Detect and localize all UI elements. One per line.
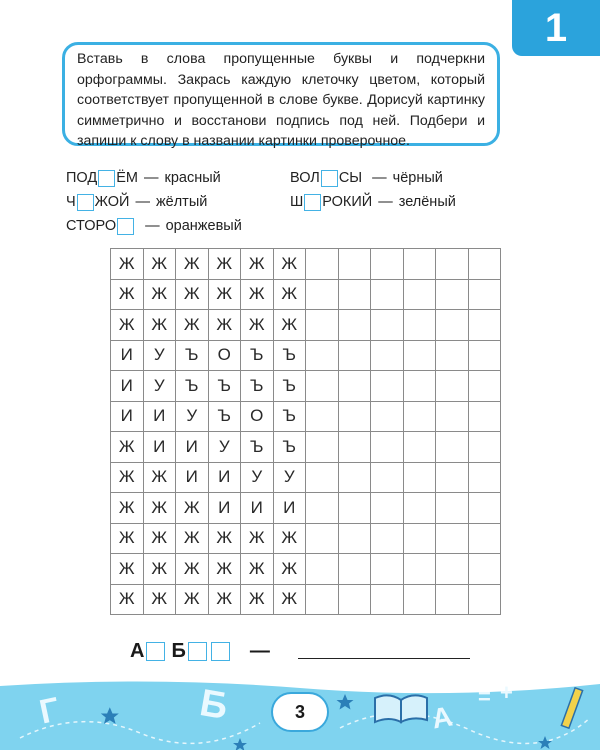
word-prefix: ВОЛ <box>290 170 320 186</box>
grid-cell-empty[interactable] <box>371 340 404 371</box>
grid-cell[interactable]: У <box>241 462 274 493</box>
grid-cell-empty[interactable] <box>306 310 339 341</box>
grid-cell[interactable]: Ж <box>176 523 209 554</box>
grid-cell-empty[interactable] <box>436 310 469 341</box>
grid-cell[interactable]: И <box>111 401 144 432</box>
grid-cell-empty[interactable] <box>403 432 436 463</box>
grid-cell[interactable]: Ж <box>176 310 209 341</box>
word-prefix: Ш <box>290 194 304 210</box>
word-prefix: СТОРО <box>66 218 117 234</box>
grid-cell[interactable]: Ъ <box>176 371 209 402</box>
letter-box[interactable] <box>98 170 115 187</box>
grid-cell[interactable]: Ъ <box>273 340 306 371</box>
dash: — <box>135 194 150 210</box>
grid-cell-empty[interactable] <box>371 371 404 402</box>
grid-cell[interactable]: Ж <box>208 554 241 585</box>
answer-box[interactable] <box>188 642 207 661</box>
grid-cell[interactable]: О <box>241 401 274 432</box>
grid-cell-empty[interactable] <box>371 279 404 310</box>
grid-cell[interactable]: И <box>241 493 274 524</box>
grid-row <box>111 584 501 615</box>
answer-write-line[interactable] <box>298 658 470 659</box>
grid-cell-empty[interactable] <box>468 523 501 554</box>
answer-letter-a: А <box>130 639 145 662</box>
color-name: чёрный <box>392 170 443 186</box>
grid-cell-empty[interactable] <box>436 249 469 280</box>
grid-cell-empty[interactable] <box>436 462 469 493</box>
grid-cell[interactable]: Ж <box>111 523 144 554</box>
grid-cell[interactable]: Ж <box>143 249 176 280</box>
answer-row <box>130 638 270 664</box>
grid-cell[interactable]: У <box>176 401 209 432</box>
color-name: жёлтый <box>155 194 208 210</box>
grid-cell-empty[interactable] <box>403 340 436 371</box>
pencil-icon <box>561 688 582 728</box>
word-suffix: РОКИЙ <box>322 194 373 210</box>
letter-box[interactable] <box>321 170 338 187</box>
grid-cell[interactable]: Ъ <box>273 432 306 463</box>
grid-cell-empty[interactable] <box>403 554 436 585</box>
grid-cell[interactable]: Ж <box>176 249 209 280</box>
grid-cell[interactable]: Ж <box>241 249 274 280</box>
word-item <box>66 168 221 188</box>
grid-row <box>111 401 501 432</box>
dash: — <box>145 218 160 234</box>
grid-cell[interactable]: Ж <box>143 523 176 554</box>
footer-letter: = <box>478 684 491 709</box>
grid-cell[interactable]: О <box>208 340 241 371</box>
grid-cell[interactable]: Ж <box>273 310 306 341</box>
grid-cell-empty[interactable] <box>306 584 339 615</box>
grid-cell-empty[interactable] <box>371 249 404 280</box>
grid-cell[interactable]: Ж <box>143 462 176 493</box>
grid-cell-empty[interactable] <box>468 249 501 280</box>
footer-letter: + <box>500 680 513 705</box>
word-item <box>66 192 207 212</box>
grid-cell-empty[interactable] <box>436 493 469 524</box>
grid-row <box>111 371 501 402</box>
chapter-number-tab: 1 <box>512 0 600 56</box>
grid-cell[interactable]: Ж <box>208 584 241 615</box>
footer-letter: Б <box>196 681 231 729</box>
word-item <box>290 168 443 188</box>
book-icon <box>375 695 427 722</box>
grid-cell-empty[interactable] <box>371 523 404 554</box>
grid-cell[interactable]: И <box>111 371 144 402</box>
grid-cell[interactable]: И <box>143 401 176 432</box>
color-name: зелёный <box>398 194 456 210</box>
grid-cell-empty[interactable] <box>403 584 436 615</box>
grid-row <box>111 493 501 524</box>
grid-cell[interactable]: Ж <box>208 523 241 554</box>
grid-cell[interactable]: Ж <box>111 493 144 524</box>
color-name: красный <box>164 170 221 186</box>
word-prefix: Ч <box>66 194 76 210</box>
grid-cell-empty[interactable] <box>338 523 371 554</box>
grid-cell[interactable]: Ж <box>241 279 274 310</box>
grid-cell-empty[interactable] <box>436 401 469 432</box>
word-suffix: СЫ <box>338 170 363 186</box>
grid-cell-empty[interactable] <box>468 340 501 371</box>
grid-cell[interactable]: Ж <box>111 279 144 310</box>
grid-cell-empty[interactable] <box>436 584 469 615</box>
grid-cell[interactable]: Ж <box>273 523 306 554</box>
grid-cell[interactable]: И <box>111 340 144 371</box>
grid-cell[interactable]: Ж <box>273 554 306 585</box>
grid-cell[interactable]: Ж <box>143 279 176 310</box>
grid-row <box>111 310 501 341</box>
grid-cell-empty[interactable] <box>306 493 339 524</box>
grid-cell-empty[interactable] <box>338 340 371 371</box>
coloring-grid <box>110 248 501 615</box>
grid-cell[interactable]: Ж <box>273 584 306 615</box>
dash: — <box>378 194 393 210</box>
grid-cell[interactable]: Ж <box>273 279 306 310</box>
grid-cell-empty[interactable] <box>436 371 469 402</box>
grid-row <box>111 340 501 371</box>
grid-cell-empty[interactable] <box>403 310 436 341</box>
grid-cell[interactable]: Ж <box>111 432 144 463</box>
grid-cell[interactable]: Ж <box>111 554 144 585</box>
grid-cell[interactable]: У <box>273 462 306 493</box>
grid-cell[interactable]: У <box>143 340 176 371</box>
grid-cell-empty[interactable] <box>468 279 501 310</box>
grid-cell-empty[interactable] <box>436 340 469 371</box>
grid-cell-empty[interactable] <box>338 584 371 615</box>
grid-cell-empty[interactable] <box>436 432 469 463</box>
dash: — <box>143 170 159 186</box>
grid-cell-empty[interactable] <box>338 554 371 585</box>
grid-cell[interactable]: Ъ <box>208 401 241 432</box>
grid-cell[interactable]: Ъ <box>208 371 241 402</box>
grid-cell[interactable]: У <box>143 371 176 402</box>
grid-cell[interactable]: И <box>176 432 209 463</box>
grid-cell[interactable]: Ъ <box>241 340 274 371</box>
grid-cell[interactable]: Ъ <box>176 340 209 371</box>
grid-cell[interactable]: И <box>273 493 306 524</box>
footer-letter: Г <box>36 690 63 732</box>
grid-cell-empty[interactable] <box>403 249 436 280</box>
letter-box[interactable] <box>77 194 94 211</box>
grid-cell-empty[interactable] <box>436 554 469 585</box>
grid-cell[interactable]: Ъ <box>273 401 306 432</box>
grid-cell-empty[interactable] <box>338 249 371 280</box>
grid-cell[interactable]: Ж <box>208 310 241 341</box>
grid-cell-empty[interactable] <box>306 401 339 432</box>
grid-cell[interactable]: И <box>208 493 241 524</box>
grid-row <box>111 462 501 493</box>
grid-cell[interactable]: У <box>208 432 241 463</box>
grid-cell[interactable]: Ъ <box>241 432 274 463</box>
grid-cell[interactable]: Ж <box>176 279 209 310</box>
grid-cell-empty[interactable] <box>468 401 501 432</box>
grid-cell-empty[interactable] <box>306 371 339 402</box>
grid-cell-empty[interactable] <box>468 371 501 402</box>
grid-cell[interactable]: Ж <box>241 554 274 585</box>
grid-cell-empty[interactable] <box>306 432 339 463</box>
grid-cell[interactable]: Ж <box>111 249 144 280</box>
grid-cell[interactable]: Ж <box>241 310 274 341</box>
grid-cell-empty[interactable] <box>403 462 436 493</box>
grid-cell-empty[interactable] <box>371 462 404 493</box>
grid-cell-empty[interactable] <box>403 401 436 432</box>
grid-cell[interactable]: Ж <box>143 584 176 615</box>
grid-cell-empty[interactable] <box>371 432 404 463</box>
grid-cell-empty[interactable] <box>371 493 404 524</box>
grid-cell[interactable]: Ж <box>241 523 274 554</box>
grid-cell[interactable]: Ж <box>111 310 144 341</box>
grid-cell-empty[interactable] <box>338 462 371 493</box>
instruction-box: Вставь в слова пропущенные буквы и подчеркни орфограммы. Закрась каждую клеточку цветом, который соответствует пропущенной в слове букве. Дорисуй картинку симметрично и восстанови подпись под ней. Подбери и запиши к слову в названии картинки проверочное. <box>62 42 500 146</box>
grid-cell[interactable]: Ж <box>176 493 209 524</box>
grid-cell[interactable]: И <box>208 462 241 493</box>
grid-cell-empty[interactable] <box>371 554 404 585</box>
grid-cell-empty[interactable] <box>468 584 501 615</box>
word-item <box>66 216 242 236</box>
answer-box[interactable] <box>146 642 165 661</box>
grid-cell-empty[interactable] <box>338 432 371 463</box>
word-prefix: ПОД <box>66 170 98 186</box>
dash: — <box>372 170 387 186</box>
grid-cell-empty[interactable] <box>338 401 371 432</box>
grid-row <box>111 523 501 554</box>
grid-cell[interactable]: И <box>143 432 176 463</box>
grid-cell[interactable]: Ж <box>208 279 241 310</box>
grid-row <box>111 554 501 585</box>
grid-cell-empty[interactable] <box>403 493 436 524</box>
color-name: оранжевый <box>165 218 242 234</box>
grid-cell-empty[interactable] <box>338 371 371 402</box>
grid-cell-empty[interactable] <box>306 523 339 554</box>
grid-cell[interactable]: Ж <box>111 462 144 493</box>
grid-row <box>111 249 501 280</box>
grid-cell-empty[interactable] <box>403 371 436 402</box>
grid-cell-empty[interactable] <box>371 401 404 432</box>
letter-box[interactable] <box>304 194 321 211</box>
grid-cell-empty[interactable] <box>436 523 469 554</box>
grid-cell[interactable]: Ъ <box>273 371 306 402</box>
grid-cell-empty[interactable] <box>338 310 371 341</box>
answer-dash: — <box>249 639 270 662</box>
grid-cell-empty[interactable] <box>306 279 339 310</box>
grid-cell-empty[interactable] <box>306 249 339 280</box>
grid-cell[interactable]: Ж <box>143 310 176 341</box>
grid-cell[interactable]: Ж <box>176 584 209 615</box>
grid-cell[interactable]: Ж <box>273 249 306 280</box>
grid-cell-empty[interactable] <box>403 523 436 554</box>
grid-cell-empty[interactable] <box>436 279 469 310</box>
grid-cell[interactable]: Ж <box>143 493 176 524</box>
grid-row <box>111 279 501 310</box>
letter-box[interactable] <box>117 218 134 235</box>
grid-cell-empty[interactable] <box>468 554 501 585</box>
grid-row <box>111 432 501 463</box>
grid-cell-empty[interactable] <box>468 462 501 493</box>
grid-cell-empty[interactable] <box>468 493 501 524</box>
grid-cell-empty[interactable] <box>468 432 501 463</box>
grid-cell-empty[interactable] <box>306 462 339 493</box>
word-suffix: ЖОЙ <box>94 194 130 210</box>
grid-cell[interactable]: Ж <box>208 249 241 280</box>
grid-cell-empty[interactable] <box>306 554 339 585</box>
grid-cell[interactable]: Ж <box>241 584 274 615</box>
grid-cell-empty[interactable] <box>371 310 404 341</box>
grid-cell[interactable]: Ж <box>143 554 176 585</box>
grid-cell[interactable]: И <box>176 462 209 493</box>
grid-cell-empty[interactable] <box>338 279 371 310</box>
word-suffix: ЁМ <box>116 170 138 186</box>
grid-cell-empty[interactable] <box>403 279 436 310</box>
page-number: 3 <box>271 692 329 732</box>
grid-cell[interactable]: Ъ <box>241 371 274 402</box>
answer-box[interactable] <box>211 642 230 661</box>
grid-cell-empty[interactable] <box>306 340 339 371</box>
grid-cell-empty[interactable] <box>468 310 501 341</box>
grid-cell[interactable]: Ж <box>176 554 209 585</box>
word-item <box>290 192 456 212</box>
answer-letter-b: Б <box>171 639 186 662</box>
footer-letter: А <box>429 700 455 735</box>
grid-cell-empty[interactable] <box>338 493 371 524</box>
grid-cell-empty[interactable] <box>371 584 404 615</box>
grid-cell[interactable]: Ж <box>111 584 144 615</box>
